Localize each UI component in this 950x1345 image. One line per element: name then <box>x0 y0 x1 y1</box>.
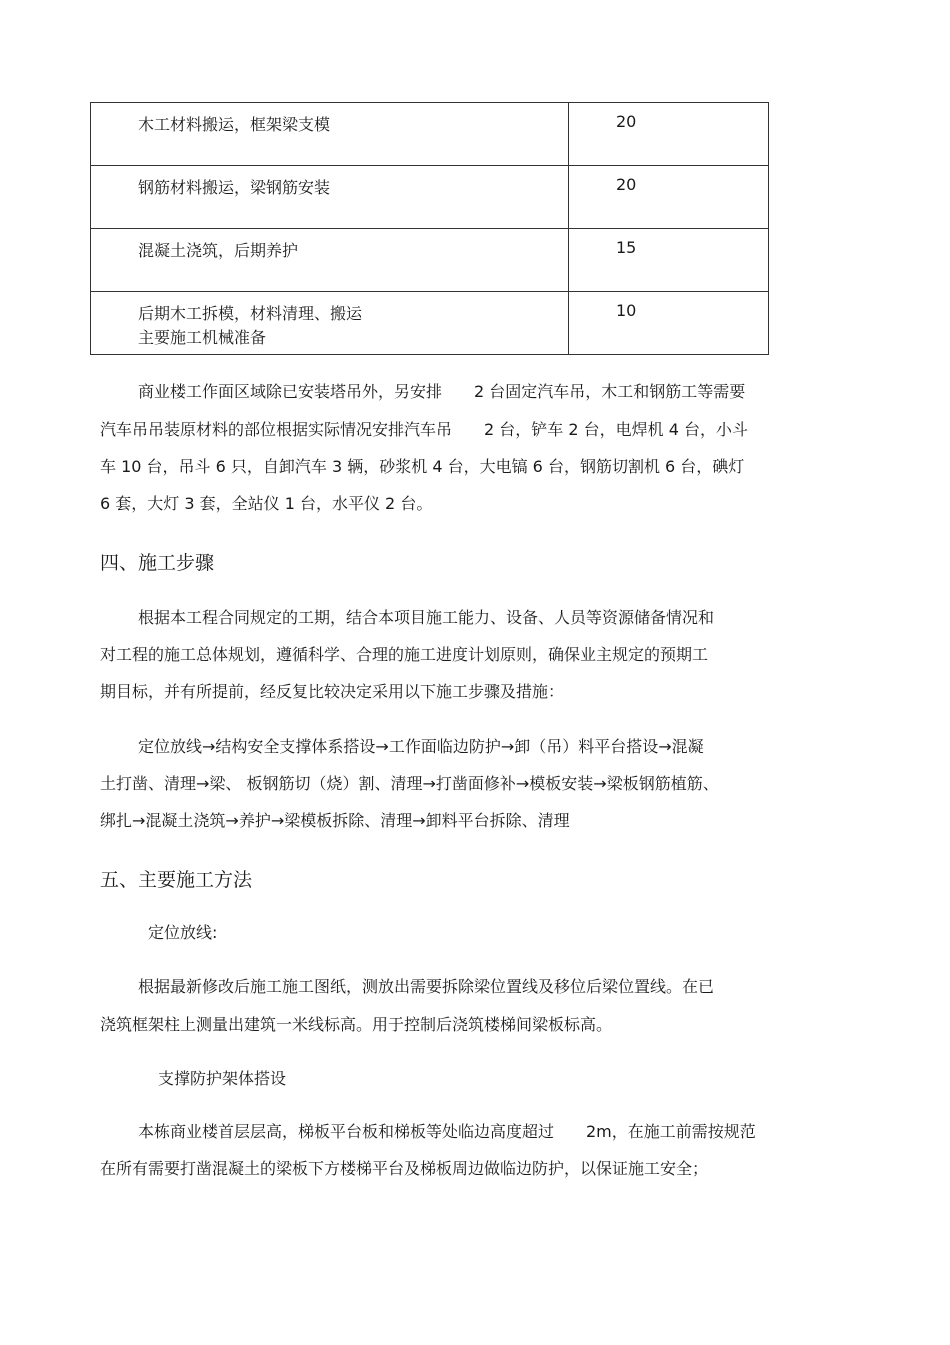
labor-table <box>90 102 769 355</box>
machinery-line-3: 车 10 台，吊斗 6 只，自卸汽车 3 辆，砂浆机 4 台，大电镐 6 台，钢筋切割机 6 台，碘灯 <box>100 457 745 476</box>
section-4-para2-line-3: 绑扎→混凝土浇筑→养护→梁模板拆除、清理→卸料平台拆除、清理 <box>100 811 570 830</box>
task-cell: 后期木工拆模，材料清理、搬运 <box>91 292 569 355</box>
count-cell: 10 <box>569 292 769 355</box>
section-4-para1-line-3: 期目标，并有所提前，经反复比较决定采用以下施工步骤及措施： <box>100 682 565 701</box>
positioning-para-line-1: 根据最新修改后施工施工图纸，测放出需要拆除梁位置线及移位后梁位置线。在已 <box>138 977 715 996</box>
subheading-support-frame: 支撑防护架体搭设 <box>158 1069 287 1088</box>
positioning-para-line-2: 浇筑框架柱上测量出建筑一米线标高。用于控制后浇筑楼梯间梁板标高。 <box>100 1015 613 1034</box>
table-row <box>91 103 769 166</box>
machinery-line-4: 6 套，大灯 3 套，全站仪 1 台，水平仪 2 台。 <box>100 494 433 513</box>
section-4-para1-line-1: 根据本工程合同规定的工期，结合本项目施工能力、设备、人员等资源储备情况和 <box>138 608 715 627</box>
table-row <box>91 166 769 229</box>
machinery-title: 主要施工机械准备 <box>138 328 267 347</box>
count-cell: 15 <box>569 229 769 292</box>
subheading-positioning: 定位放线: <box>148 923 218 942</box>
section-4-para2-line-1: 定位放线→结构安全支撑体系搭设→工作面临边防护→卸（吊）料平台搭设→混凝 <box>138 737 704 756</box>
table-row <box>91 229 769 292</box>
section-4-para2-line-2: 土打凿、清理→梁、 板钢筋切（烧）割、清理→打凿面修补→模板安装→梁板钢筋植筋、 <box>100 774 719 793</box>
count-cell: 20 <box>569 166 769 229</box>
task-cell: 钢筋材料搬运，梁钢筋安装 <box>91 166 569 229</box>
task-cell: 混凝土浇筑，后期养护 <box>91 229 569 292</box>
support-para-line-1: 本栋商业楼首层层高，梯板平台板和梯板等处临边高度超过 2m，在施工前需按规范 <box>138 1122 756 1141</box>
count-cell: 20 <box>569 103 769 166</box>
task-cell: 木工材料搬运，框架梁支模 <box>91 103 569 166</box>
machinery-line-2: 汽车吊吊装原材料的部位根据实际情况安排汽车吊 2 台，铲车 2 台，电焊机 4 台，小斗 <box>100 420 748 439</box>
support-para-line-2: 在所有需要打凿混凝土的梁板下方楼梯平台及梯板周边做临边防护，以保证施工安全； <box>100 1159 709 1178</box>
machinery-line-1: 商业楼工作面区域除已安装塔吊外，另安排 2 台固定汽车吊，木工和钢筋工等需要 <box>138 382 746 401</box>
section-4-heading: 四、施工步骤 <box>100 552 215 574</box>
section-5-heading: 五、主要施工方法 <box>100 869 253 891</box>
section-4-para1-line-2: 对工程的施工总体规划，遵循科学、合理的施工进度计划原则，确保业主规定的预期工 <box>100 645 709 664</box>
